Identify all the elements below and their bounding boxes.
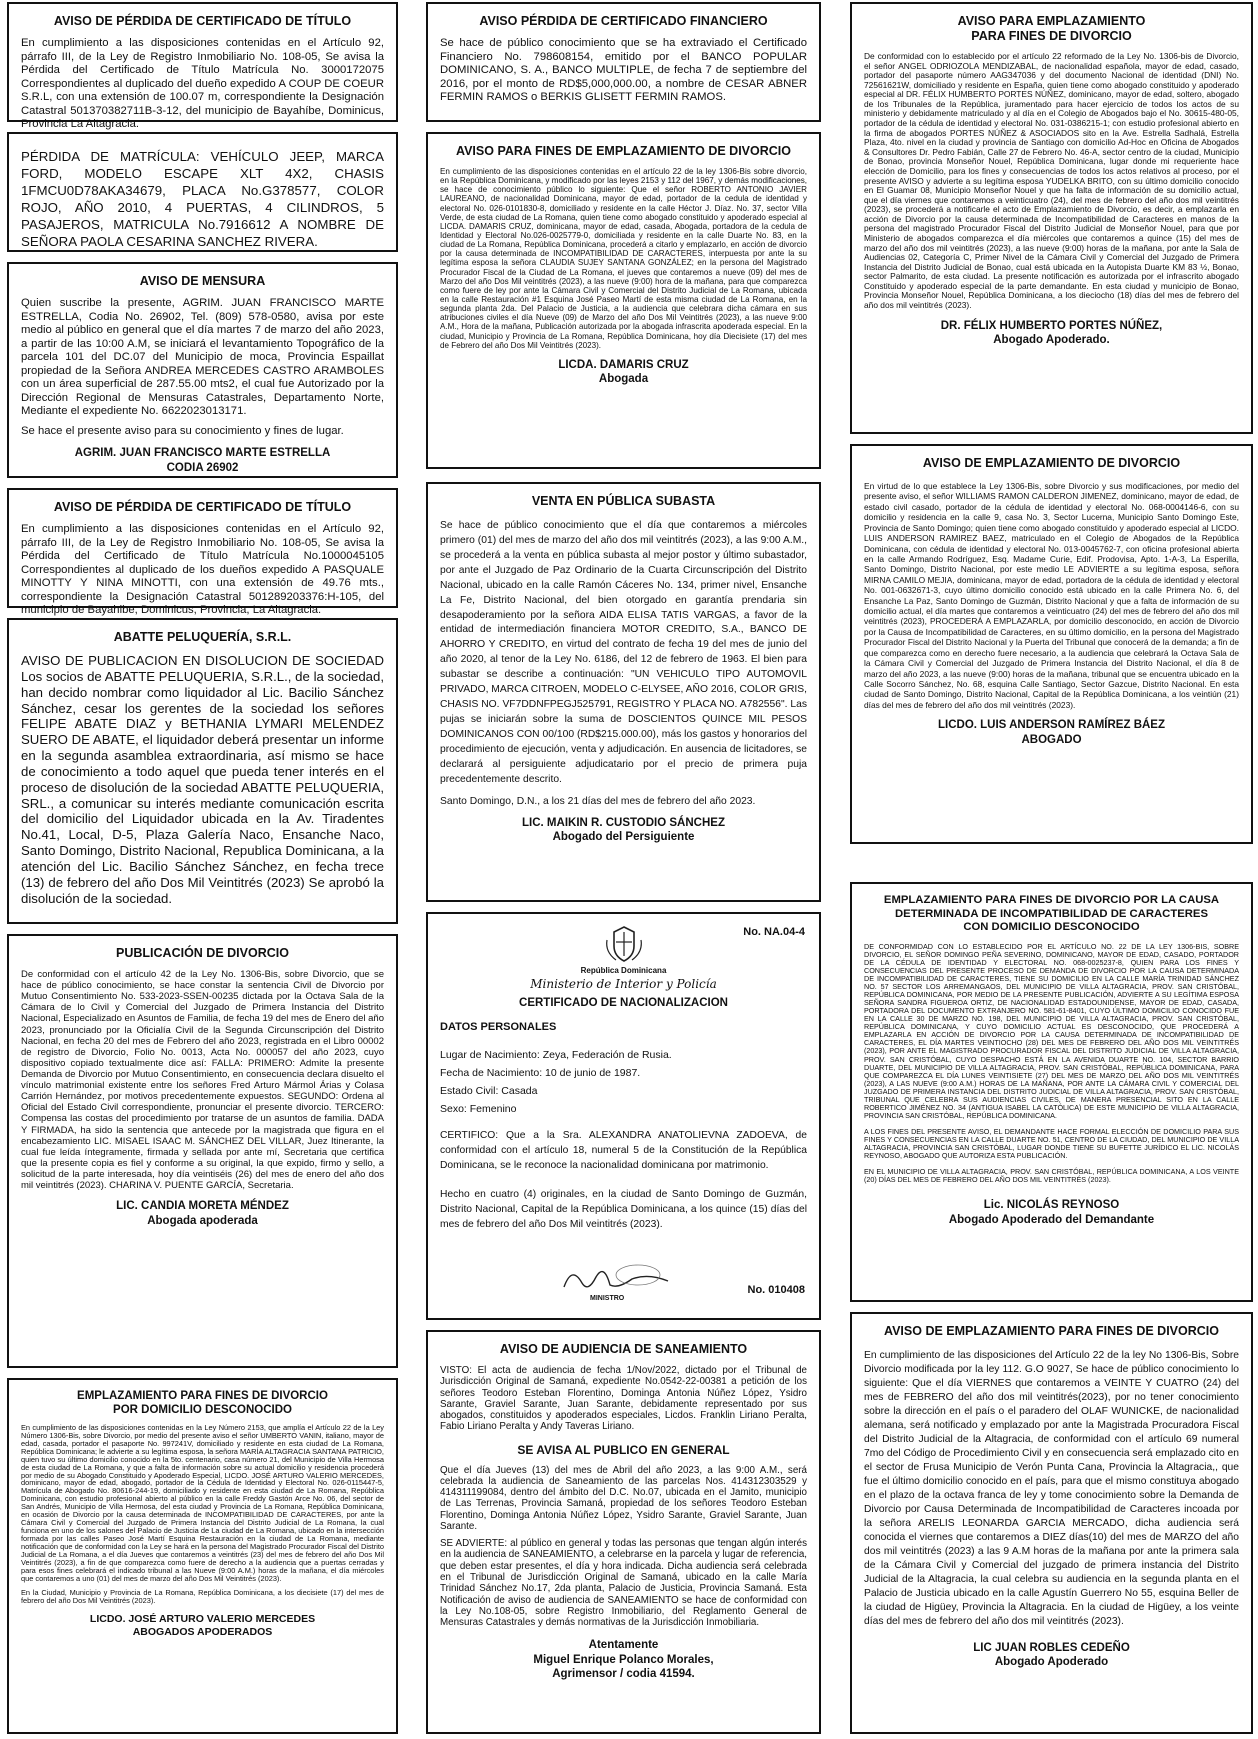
- notice-body-3: SE ADVIERTE: al público en general y todas las personas que tengan algún interés en la audiencia de SANEAMIENTO, a celebrarse en la parcela y lugar de referencia, que deben estar presentes, el día y hora indicada. Dicha audiencia será celebrada en el Tribunal de Jurisdicción Original de Samaná, ubicado en la calle María Trinidad Sánchez No.17, 2da planta, Palacio de Justicia, Provincia Samaná. Esta Notificación de aviso de audiencia de SANEAMIENTO se hace de conformidad con la Ley No.108-05, sobre Registro Inmobiliario, del Reglamento General de Mensuras Catastrales y demás normativas de la Jurisdicción Inmobiliaria.: [440, 1538, 807, 1629]
- notice-title: AVISO DE MENSURA: [139, 274, 266, 288]
- certificate-serial: No. 010408: [747, 1284, 805, 1296]
- notice-body: VISTO: El acta de audiencia de fecha 1/Nov/2022, dictado por el Tribunal de Jurisdicción Original de Samaná, expediente No.0542-22-00381 a petición de los señores Teodoro Esteban Florentino, Dominga Antonia Núñez López, Ysidro Sarante, Graviel Sarante, Juan Sarante, debidamente representado por sus abogados, constituidos y apoderados especiales, Licdos. Franklin Liriano Peralta, Fabio Liriano Peralta y Andy Taveras Liriano.: [440, 1365, 807, 1433]
- notice-lost-title-certificate-2: [7, 488, 398, 617]
- notice-title: AVISO PARA FINES DE EMPLAZAMIENTO DE DIVORCIO: [456, 144, 791, 158]
- notice-signature: [864, 1641, 1239, 1670]
- notice-body: De conformidad con el artículo 42 de la Ley No. 1306-Bis, sobre Divorcio, que se hace de público conocimiento, se hace constar la sentencia Civil de Divorcio por Mutuo Consentimiento No. 533-2023-SSEN-00235 dictada por la Octava Sala de la Cámara de lo Civil y Comercial del Juzgado de Primera Instancia del Distrito Nacional, Especializado en Asuntos de Familia, de fecha 19 del mes de Enero del año 2023, pronunciado por la Oficialía Civil de la Segunda Circunscripción del Distrito Nacional, en fecha 20 del mes de Febrero del año 2023, registrada en el Libro 00002 de registro de Divorcio, Folio No. 0013, Acta No. 000057 del año 2023, cuyo dispositivo copiado textualmente dice así: FALLA: PRIMERO: Admite la presente Demanda de Divorcio por Mutuo Consentimiento, en consecuencia declara disuelto el vínculo matrimonial existente entre los señores Fred Arturo Mármol Árias y Colasa Carrión Hernández, por motivos precedentemente expuestos. SEGUNDO: Ordena al Oficial del Estado Civil correspondiente, pronunciar el presente divorcio. TERCERO: Compensa las costas del procedimiento por tratarse de un asuntos de familia. DADA Y FIRMADA, ha sido la sentencia que antecede por la magistrada que figura en el encabezamiento LIC. MISAEL ISAAC M. SÁNCHEZ DEL VILLAR, Juez Itinerante, la cual fue leída íntegramente, firmada y sellada por ante mí, Secretaria que certifica que la presente copia es fiel y conforme a su original, la que expido, firmo y sello, a solicitud de la parte interesada, hoy día veintiséis (26) del mes de enero del año dos mil veintitrés (2023). CHARINA V. PUENTE GARCÍA, Secretaria.: [21, 969, 384, 1192]
- signature-role: ABOGADO: [1021, 733, 1082, 746]
- stamp-label: MINISTRO: [590, 1295, 625, 1302]
- certificate-body: CERTIFICO: Que a la Sra. ALEXANDRA ANATOLIEVNA ZADOEVA, de conformidad con el artículo 18, numeral 5 de la Constitución de la República Dominicana, se le reconoce la nacionalidad dominicana por matrimonio.: [440, 1130, 807, 1171]
- signature-role: Abogado Apoderado.: [993, 333, 1110, 346]
- signature-name: DR. FÉLIX HUMBERTO PORTES NÚÑEZ,: [940, 319, 1163, 332]
- notice-divorce-summons-higuey: [850, 1312, 1253, 1734]
- notice-title-line2: PARA FINES DE DIVORCIO: [971, 29, 1132, 43]
- notice-naturalization-certificate: [426, 912, 821, 1320]
- notice-title-line1: EMPLAZAMIENTO PARA FINES DE DIVORCIO POR LA CAUSA: [883, 894, 1220, 906]
- notice-title-line2: POR DOMICILIO DESCONOCIDO: [113, 1403, 292, 1416]
- signature-name: LICDA. DAMARIS CRUZ: [558, 358, 689, 371]
- notice-body-2: A LOS FINES DEL PRESENTE AVISO, EL DEMANDANTE HACE FORMAL ELECCIÓN DE DOMICILIO PARA SUS FINES Y CONSECUENCIAS EN LA CALLE DUARTE NO. 51, CENTRO DE LA CIUDAD, DEL MUNICIPIO DE VILLA ALTAGRACIA, PROVINCIA SAN CRISTÓBAL, LUGAR DONDE TIENE SU BUFETTE JURÍDICO EL LIC. NICOLÁS REYNOSO, ABOGADO QUE AUTORIZA ESTA PUBLICACIÓN.: [864, 1127, 1239, 1161]
- notice-company-dissolution: [7, 618, 398, 924]
- notice-body-closing: Se hace el presente aviso para su conocimiento y fines de lugar.: [21, 424, 344, 437]
- birthplace-line: Lugar de Nacimiento: Zeya, Federación de Rusia.: [440, 1049, 672, 1061]
- signature-name: LICDO. LUIS ANDERSON RAMÍREZ BÁEZ: [937, 719, 1166, 732]
- republic-label: República Dominicana: [580, 966, 667, 975]
- notice-signature: [440, 816, 807, 845]
- notice-body: En cumplimiento de las disposiciones del Artículo 22 de la ley No 1306-Bis, Sobre Divorcio modificada por la ley 112. G.O 9027, Se hace de público conocimiento lo siguiente: Que el día VIERNES que contaremos a VEINTE Y CUATRO (24) del mes de FEBRERO del año dos mil veintitrés(2023), por no tener conocimiento sobre la dirección en el país o el paradero del OLAF WUNICKE, de nacionalidad alemana, será notificado y emplazado por ante la Magistrada Procuradora Fiscal del Distrito Judicial de la Altagracia, de conformidad con el artículo 69 numeral 7mo del Código de Procedimiento Civil y en consecuencia será emplazado cito en el sector de Frusa Municipio de Verón Punta Cana, Provincia la Altagracia,, que fue el último domicilio conocido en el país, para que el mismo constituya abogado en el plazo de la octava franca de ley y tome conocimiento sobre la Demanda de Divorcio por Causa Determinada de Incompatibilidad de Caracteres incoada por la señora ARELIS LEONARDA GARCIA MERCADO, dicha audiencia será conocida el viernes que contaremos a DIEZ días(10) del mes de MARZO del año dos mil veintitrés (2023) a las 9 A.M horas de la mañana por ante la primera sala de la Cámara Civil y Comercial del juzgado de primera instancia del Distrito Judicial de la Altagracia, la cual celebra su audiencia en la segunda planta en el Palacio de Justicia ubicado en la calle Agustín Guerrero No 55, esquina Beller de la ciudad de Higüey, Provincia la Altagracia. En la ciudad de Higüey, a los veinte días del mes de febrero del año dos mil veintitrés (2023).: [864, 1350, 1239, 1627]
- notice-title: AVISO DE PÉRDIDA DE CERTIFICADO DE TÍTULO: [53, 14, 352, 28]
- notice-body: En cumplimiento a las disposiciones contenidas en el Artículo 92, párrafo III, de la Ley de Registro Inmobiliario No. 108-05, Se avisa la Pérdida del Certificado de Título Matrícula No. 3000172075 Correspondientes al duplicado del dueño expedido A COUP DE COEUR S.R.L, con una extensión de 100.07 m, correspondiente la Designación Catastral 501370382711B-3-12, del municipio de Bayahíbe, Dominicus, Provincia La Altagracia.: [21, 37, 384, 131]
- notice-title-line3: CON DOMICILIO DESCONOCIDO: [963, 921, 1140, 934]
- notice-sanitation-hearing: [426, 1330, 821, 1734]
- ministry-label: Ministerio de Interior y Policía: [530, 977, 717, 991]
- notice-divorce-summons-romana: [426, 132, 821, 469]
- notice-body: En cumplimiento de las disposiciones contenidas en la Ley Número 2153, que amplía el Artículo 22 de la Ley Número 1306-Bis, sobre Divorcio, por medio del presente aviso el señor UMBERTO VANIN, italiano, mayor de edad, casada, portador el pasaporte No. 997241V, domiciliado y residente en esta ciudad de La Romana, República Dominicana; le advierte a su legítima esposa, la señora MARÍA ALTAGRACIA SANTANA PATRICIO, quien tuvo su último domicilio conocido en la 5to. centenario, casa número 21, del Municipio de Villa Hermosa de esta ciudad de La Romana, y que a falta de información sobre su actual domicilio y residencia procederá por medio de su Abogado Constituido y Apoderado Especial, LICDO. JOSÉ ARTURO VALERIO MERCEDES, dominicano, mayor de edad, abogado, portador de la Cédula de Identidad y Electoral No. 026-0115447-5, Matrícula de Abogado No. 80616-244-19, domiciliado y residente en esta ciudad de La Romana, República Dominicana, con estudio profesional abierto al público en la calle Freddy Gastón Arce No. 06, del sector de San Andrés, Municipio de Villa Hermosa, del esta ciudad y Provincia de La Romana, República Dominicana, en ocasión de Divorcio por la causa determinada de INCOMPATIBILIDAD DE CARACTERES, por ante la Cámara Civil y Comercial del Juzgado de Primera Instancia del Distrito Judicial de La Romana, la cual funciona en uno de los salones del Palacio de Justicia de La ciudad de La Romana, ubicado en la intersección formada por las calles Paseo José Martí Esquina Restauración en la ciudad de La Romana, mediante notificación que de conformidad con la Ley se hará en la persona del Magistrado Procurador Fiscal del Distrito Judicial de La Romana, a el día Jueves que contaremos a veintitrés (23) del mes de febrero del año Dos Mil Veintitrés (2023), a fin de que comparezca como fuere de derecho a la audiencia que a puertas cerradas y para esos fines celebrará el indicado tribunal a las Nueve (9:00 A.M.) horas de la mañana, el día miércoles que contaremos a uno (01) del mes de marzo del año Dos Mil Veintitrés (2023).: [21, 1422, 384, 1584]
- notice-body: En virtud de lo que establece la Ley 1306-Bis, sobre Divorcio y sus modificaciones, por medio del presente aviso, el señor WILLIAMS RAMON CALDERON JIMENEZ, dominicano, mayor de edad, de estado civil casado, portador de la cédula de identidad y electoral No. 068-0004146-6, con su domicilio y residencia en la calle 9, casa No. 3, Sector Lucerna, Municipio Santo Domingo Este, Provincia de Santo Domingo; quien tiene como abogado constituido y apoderado especial al LICDO. LUIS ANDERSON RAMIREZ BAEZ, matriculado en el Colegio de Abogados de la República Dominicana, con cédula de identidad y electoral No. 013-0045762-7, con oficina profesional abierta en la calle Armando Rodríguez, Esq. Madame Curie, Edif. Prodovisa, Apto. 1-A-3, La Esperilla, Santo Domingo, Distrito Nacional, por este medio LE ADVIERTE a su legítima esposa, señora MIRNA CAMILO MEJIA, dominicana, mayor de edad, portadora de la cédula de identidad y electoral No. 001-0632671-3, cuyo último domicilio conocido está ubicado en la calle Primera No. 6, del Ensanche La Paz, Santo Domingo de Guzmán, Distrito Nacional y que a falta de información de su domicilio actual, el día martes que contaremos a veinticuatro (24) del mes de febrero del año dos mil veintitrés (2023), PROCEDERÁ A EMPLAZARLA, por domicilio desconocido, en acción de Divorcio por la Causa de Incompatibilidad de Caracteres, en su último domicilio, en la persona del Magistrado Procurador Fiscal del Distrito Nacional y la Puerta del Tribunal que conocerá de la demanda; a fin de que comparezca como en derecho fuere necesario, a la audiencia que celebrará la Octava Sala de la Cámara Civil y Comercial del Juzgado de Primera Instancia del Distrito Nacional, el día 8 de marzo del año 2023, a las nueve (9:00) horas de la mañana, tribunal que se encuentra ubicado en la Calle Socorro Sánchez, No. 68, esquina Calle Santiago, Sector Gazcue, Distrito Nacional. En esta ciudad de Santo Domingo, Distrito Nacional, Capital de la República Dominicana, a los veintiún (21) días del mes de febrero del año dos mil veintitrés (2023).: [864, 481, 1239, 710]
- notice-public-auction: [426, 482, 821, 902]
- signature-role: Abogado Apoderado del Demandante: [948, 1213, 1155, 1226]
- certificate-body-closing: Hecho en cuatro (4) originales, en la ciudad de Santo Domingo de Guzmán, Distrito Nacional, Capital de la República Dominicana, a los quince (15) días del mes de febrero del año Dos Mil veintitrés (2023).: [440, 1188, 807, 1230]
- certificate-title: CERTIFICADO DE NACIONALIZACION: [519, 997, 728, 1009]
- notice-title: AVISO DE EMPLAZAMIENTO DE DIVORCIO: [922, 456, 1181, 470]
- notice-title-line1: AVISO PARA EMPLAZAMIENTO: [957, 14, 1146, 28]
- notice-body: DE CONFORMIDAD CON LO ESTABLECIDO POR EL ARTÍCULO NO. 22 DE LA LEY 1306-BIS, SOBRE DIVORCIO, EL SEÑOR DOMINGO PEÑA SEVERINO, DOMINICANO, MAYOR DE EDAD, CASADO, PORTADOR DE LA CÉDULA DE IDENTIDAD Y ELECTORAL NO. 068-0025237-8, QUIEN PARA LOS FINES Y CONSECUENCIAS DEL PRESENTE PROCESO DE DEMANDA DE DIVORCIO POR LA CAUSA DETERMINADA DE INCOMPATIBILIDAD DE CARACTERES, TIENE SU DOMICILIO EN LA CALLE MARÍA TRINIDAD SÁNCHEZ NO. 57 SECTOR LOS ARREMANGAOS, DEL MUNICIPIO DE VILLA ALTAGRACIA, PROV. SAN CRISTÓBAL, REPÚBLICA DOMINICANA, POR MEDIO DE LA PRESENTE PUBLICACIÓN, ADVIERTE A SU LEGÍTIMA ESPOSA SEÑORA SANDRA FIGUEROA ORTIZ, DE NACIONALIDAD ESTADOUNIDENSE, MAYOR DE EDAD, CASADA, PORTADORA DEL DOCUMENTO EXTRANJERO NO. 581-61-8401, CUYO ÚLTIMO DOMICILIO CONOCIDO FUE EN LA CALLE 30 DE MARZO NO. 198, DEL MUNICIPIO DE VILLA ALTAGRACIA, PROV. SAN CRISTÓBAL, REPÚBLICA DOMINICANA, Y CUYO DOMICILIO ACTUAL ES DESCONOCIDO, QUE PROCEDERÁ A EMPLAZARLA EN ACCIÓN DE DIVORCIO POR LA CAUSA DETERMINADA DE INCOMPATIBILIDAD DE CARACTERES, EL DÍA MARTES VEINTIOCHO (28) DEL MES DE FEBRERO DEL AÑO DOS MIL VEINTITRÉS (2023), POR ANTE EL MAGISTRADO PROCURADOR FISCAL DEL DISTRITO JUDICIAL DE VILLA ALTAGRACIA, PROV. SAN CRISTÓBAL, CUYO DESPACHO ESTÁ EN LA AVENIDA DUARTE NO. 104, SECTOR BARRIO DUARTE, DEL MUNICIPIO DE VILLA ALTAGRACIA, PROV. SAN CRISTÓBAL, REPÚBLICA DOMINICANA, PARA QUE COMPAREZCA EL DÍA LUNES VEINTISIETE (27) DEL MES DE MARZO DEL AÑO DOS MIL VEINTITRÉS (2023), A LAS NUEVE (9:00 A.M.) HORAS DE LA MAÑANA, POR ANTE LA CÁMARA CIVIL Y COMERCIAL DEL JUZGADO DE PRIMERA INSTANCIA DEL DISTRITO JUDICIAL DE VILLA ALTAGRACIA, PROV. SAN CRISTÓBAL, TRIBUNAL QUE CELEBRA SUS AUDIENCIAS CIVILES, DE MANERA PRESENCIAL SITO EN LA CALLE ROBERTICO JIMÉNEZ NO. 34 (ANTIGUA ISABEL LA CATÓLICA) DE ESTE MUNICIPIO DE VILLA ALTAGRACIA, PROVINCIA SAN CRISTÓBAL, REPÚBLICA DOMINICANA.: [864, 941, 1239, 1120]
- notice-signature: [21, 1613, 384, 1639]
- notice-lost-title-certificate-1: [7, 2, 398, 131]
- notice-lost-financial-certificate: [426, 2, 821, 122]
- notice-title: AVISO PÉRDIDA DE CERTIFICADO FINANCIERO: [479, 14, 768, 28]
- notice-body: En cumplimiento a las disposiciones contenidas en el Artículo 92, párrafo III, de la Ley de Registro Inmobiliario No. 108-05, Se avisa la Pérdida del Certificado de Título Matrícula No.1000045105 Correspondientes al duplicado de los dueños expedido A PASQUALE MINOTTY Y NINA MINOTTI, con una extensión de 49.76 mts., correspondiente la Designación Catastral 501289203376:H-105, del municipio de Bayahibe, Dominicus, Provincia, La Altagracia.: [21, 523, 384, 617]
- signature-greeting: Atentamente: [588, 1639, 659, 1652]
- certificate-number: No. NA.04-4: [743, 926, 805, 938]
- notice-survey: [7, 262, 398, 478]
- signature-name: LIC JUAN ROBLES CEDEÑO: [973, 1642, 1130, 1654]
- notice-body: AVISO DE PUBLICACION EN DISOLUCION DE SOCIEDAD Los socios de ABATTE PELUQUERIA, S.R.L., de la sociedad, han decido nombrar como liquidador al Lic. Bacilio Sánchez Sánchez, cesar los gerentes de la sociedad los señores FELIPE ABATE DIAZ y BETHANIA LYMARI MELENDEZ SUERO DE ABATE, el liquidador deberá presentar un informe en la segunda asamblea extraordinaria, así mismo se hace de conocimiento a todo aquel que pueda tener interés en el proceso de disolución de la sociedad ABATTE PELUQUERIA, SRL., a comunicar su interés mediante comunicación escrita del domicilio del Liquidador ubicada en la Av. Tiradentes No.41, Local, D-5, Plaza Galería Naco, Ensanche Naco, Santo Domingo, Distrito Nacional, Republica Dominicana, a la atención del Lic. Bacilio Sánchez Sánchez, en fecha trece (13) de febrero del año Dos Mil Veintitrés (2023) Se aprobó la disolución de la sociedad.: [21, 653, 384, 906]
- notice-lost-vehicle-registration: [7, 132, 398, 252]
- signature-role: Abogado Apoderado: [994, 1656, 1109, 1669]
- notice-title-line2: DETERMINADA DE INCOMPATIBILIDAD DE CARACTERES: [895, 907, 1208, 920]
- notice-signature: [21, 1199, 384, 1228]
- notice-signature: [864, 1198, 1239, 1227]
- signature-role: CODIA 26902: [166, 461, 239, 474]
- notice-divorce-summons-bonao: [850, 2, 1253, 434]
- signature-name: LIC. CANDIA MORETA MÉNDEZ: [116, 1200, 289, 1213]
- signature-role: Abogado del Persiguiente: [552, 831, 695, 844]
- notice-divorce-unknown-domicile: [7, 1378, 398, 1734]
- notice-body: PÉRDIDA DE MATRÍCULA: VEHÍCULO JEEP, MARCA FORD, MODELO ESCAPE XLT 4X2, CHASIS 1FMCU0D78AKA34679, PLACA No.G378577, COLOR ROJO, AÑO 2010, 4 PUERTAS, 4 CILINDROS, 5 PASAJEROS, MATRICULA No.7916612 A NOMBRE DE SEÑORA PAOLA CESARINA SANCHEZ RIVERA.: [21, 149, 384, 250]
- signature-name: Lic. NICOLÁS REYNOSO: [983, 1199, 1120, 1212]
- signature-role: Agrimensor / codia 41594.: [552, 1668, 695, 1681]
- notice-body: Se hace de público conocimiento que se ha extraviado el Certificado Financiero No. 798608154, emitido por el BANCO POPULAR DOMINICANO, S. A., BANCO MULTIPLE, de fecha 7 de septiembre del 2016, por el monto de RD$5,000,000.00, a nombre de CESAR ABNER FERMIN RAMOS o BERKIS GLISETT FERMIN RAMOS.: [440, 37, 807, 104]
- notice-divorce-summons-santo-domingo: [850, 444, 1253, 844]
- notice-title-line1: EMPLAZAMIENTO PARA FINES DE DIVORCIO: [77, 1390, 328, 1402]
- signature-name: LIC. MAIKIN R. CUSTODIO SÁNCHEZ: [522, 816, 725, 829]
- notice-title: PUBLICACIÓN DE DIVORCIO: [116, 946, 289, 960]
- notice-body: En cumplimiento de las disposiciones contenidas en el artículo 22 de la ley 1306-Bis sobre divorcio, en la República Dominicana, y modificado por las leyes 2153 y 112 del 1967, y demás modificaciones, se hace de conocimiento público lo siguiente: Que el señor ROBERTO ANTONIO JAVIER LAUREANO, de nacionalidad Dominicana, mayor de edad, portador de la cedula de identidad y electoral No. 026-0101830-8, domiciliado y residente en la calle Héctor J. Díaz. No. 37, sector Villa Verde, de esta ciudad de La Romana, quien tiene como abogado constituido y apoderado especial al LICDA. DAMARIS CRUZ, dominicana, mayor de edad, casada, Abogada, portadora de la cedula de Identidad y Electoral No.026-0025779-0, domiciliada y residente en la calle Duarte No. 83, en la ciudad de La Romana, República Dominicana, procederá a citarlo y emplazarlo, en acción de divorcio por la causa determinada de INCOMPATIBILIDAD DE CARACTERES, interpuesta por ante la su legítima esposa la señora CLAUDIA SUJEY SANTANA GONZÁLEZ; en la persona del Magistrado Procurador Fiscal de la Ciudad de La Romana, el jueves que contaremos a nueve (09) del mes de Marzo del año Dos Mil veintitrés (2023), a las nueve (9:00) hora de la mañana, para que comparezca como fuere de ley por ante la Cámara Civil y Comercial del Distrito Judicial de La Romana, ubicada en la calle Restauración #1 Esquina José Paseo Martí de esta misma ciudad de La Romana, en la segunda planta 2da. Del Palacio de Justicia, a la audiencia que celebrara dicha cámara en sus atribuciones civiles el día Nueve (09) de Marzo del año Dos Mil Veintitrés (2023), a las nueve 9:00 A.M., Hora de la mañana, Publicación autorizada por la abogada infrascrita apoderada especial. En la ciudad, Municipio y Provincia de La Romana, República Dominicana, hoy día Diecisiete (17) del mes de Febrero del año Dos Mil Veintitrés (2023).: [440, 167, 807, 350]
- notice-title: VENTA EN PÚBLICA SUBASTA: [531, 494, 716, 508]
- signature-role: ABOGADOS APODERADOS: [132, 1626, 273, 1639]
- notice-signature: [440, 1638, 807, 1681]
- notice-signature: [21, 446, 384, 475]
- signature-role: Abogada apoderada: [147, 1214, 258, 1227]
- notice-title: [21, 1390, 384, 1418]
- notice-title: AVISO DE EMPLAZAMIENTO PARA FINES DE DIVORCIO: [884, 1324, 1219, 1338]
- birthdate-line: Fecha de Nacimiento: 10 de junio de 1987.: [440, 1067, 641, 1079]
- notice-body: Quien suscribe la presente, AGRIM. JUAN FRANCISCO MARTE ESTRELLA, Codia No. 26902, Tel. (809) 578-0580, avisa por este medio al público en general que el día martes 7 de marzo del año 2023, a partir de las 10:00 A.M, se iniciará el levantamiento Topográfico de la parcela 101 del DC.07 del Municipio de moca, Provincia Espaillat propiedad de la Señora ANDREA MERCEDES CASTRO ARAMBOLES con un área superficial de 287.55.00 mts2, el cual fue Autorizado por la Dirección Regional de Mensuras Catastrales, Departamento Norte, Mediante el expediente No. 6622023013171.: [21, 297, 384, 418]
- signature-name: LICDO. JOSÉ ARTURO VALERIO MERCEDES: [89, 1613, 316, 1626]
- notice-body-3: EN EL MUNICIPIO DE VILLA ALTAGRACIA, PROV. SAN CRISTÓBAL, REPÚBLICA DOMINICANA, A LOS VEINTE (20) DÍAS DEL MES DE FEBRERO DEL AÑO DOS MIL VEINTITRÉS (2023).: [864, 1167, 1239, 1185]
- notice-divorce-publication: [7, 934, 398, 1368]
- notice-body: De conformidad con lo establecido por el artículo 22 reformado de la Ley No. 1306-bis de Divorcio, el señor ANGEL ODRIOZOLA MENDIZABAL, de nacionalidad española, mayor de edad, casado, portador del pasaporte número AAG347036 y del documento Nacional de identidad (DNI) No. 72561621W, domiciliado y residente en España, quien tiene como abogado constituido y apoderado especial al DR. FÉLIX HUMBERTO PORTES NÚÑEZ, dominicano, mayor de edad, soltero, abogado de los Tribunales de la República, juramentado para hacer ejercicio de todos los actos de su ministerio y debidamente matriculado y al día en el Colegio de Abogados bajo el No. 30615-480-05, portador de la cédula de identidad y electoral No. 031-0386215-1; con estudio profesional abierto en la firma de abogados PORTES NÚÑEZ & ASOCIADOS sito en la Ave. Estrella Sadhalá, Estrella Plaza, 4to. nivel en la ciudad y provincia de Santiago con domicilio Ad-Hoc en Oficina de Abogados & Consultores Dr. Pedro Fabián, Calle 27 de Febrero No. 46-A, sector centro de la ciudad, Municipio de Bonao, provincia Monseñor Nouel, República Dominicana, lugar donde mi requeriente hace elección de Domicilio, para los fines y consecuencias de todos los actos relativos al proceso, por el presente AVISO y advierte a su legítima esposa YUDELKA BRITO, con su último domicilio conocido en El Guamar 08, Municipio Monseñor Nouel y que ha falta de información de su domicilio actual, que el día viernes que contaremos a veinticuatro (24), del mes de febrero del año dos mil veintitrés (2023), se procederá a notificarle el acto de Emplazamiento de Divorcio, es decir, a emplazarla en acción de Divorcio por la causa determinada de Incompatibilidad de Caracteres en manos de la persona del magistrado Procurador Fiscal del Distrito Judicial de Monseñor Nouel, para que por Ministerio de abogados comparezca el día miércoles que contaremos a quince (15) del mes de marzo del año dos mil veintitrés (2023), a las nueve (9:00) horas de la mañana, por ante la Sala de Audiencias 02, Categoría C, Primer Nivel de la Cámara Civil y Comercial del Juzgado de Primera Instancia del Distrito Judicial de Bonao, cual está ubicada en la Autopista Duarte KM 83 ½, Bonao, sector Palmarito, de esta ciudad. La presente notificación es autorizada por el infrascrito abogado Constituido y apoderado especial de la parte demandante. En esta ciudad y municipio de Bonao, Provincia Monseñor Nouel, República Dominicana, a los dieciocho (18) días del mes de febrero del año dos mil veintitrés (2023).: [864, 51, 1239, 311]
- notice-signature: [440, 358, 807, 387]
- signature-role: Abogada: [598, 373, 649, 386]
- sex-line: Sexo: Femenino: [440, 1103, 517, 1115]
- notice-body: Se hace de público conocimiento que el día que contaremos a miércoles primero (01) del mes de marzo del año dos mil veintitrés (2023), a las 9:00 A.M., se procederá a la venta en pública subasta al mejor postor y último subastador, por ante el Juzgado de Paz Ordinario de la Cuarta Circunscripción del Distrito Nacional, ubicado en la calle Ramón Cáceres No. 134, primer nivel, Ensanche La Fe, Distrito Nacional, del bien otorgado en garantía prendaria sin desapoderamiento por la señora AIDA ELISA TATIS VARGAS, a favor de la entidad de intermediación financiera MOTOR CREDITO, S.A., BANCO DE AHORRO Y CREDITO, en virtud del contrato de fecha 19 del mes de junio del año 2020, al tenor de la Ley No. 6186, del 12 de febrero de 1963. El bien para subastar se describe a continuación: "UN VEHICULO TIPO AUTOMOVIL PRIVADO, MARCA CITROEN, MODELO C-ELYSEE, AÑO 2016, COLOR GRIS, CHASIS NO. VF7DDNFPEGJ525791, REGISTRO Y PLACA NO. A782556". Las pujas se iniciarán sobre la suma de DOSCIENTOS QUINCE MIL PESOS DOMINICANOS CON 00/100 (RD$215.000.00), más los gastos y honorarios del procedimiento de ejecución, venta y adjudicación. En ausencia de licitadores, se declarará al persiguiente adjudicatario por el precio de primera puja precedentemente descrito.: [440, 520, 807, 785]
- notice-title: AVISO DE AUDIENCIA DE SANEAMIENTO: [499, 1342, 748, 1356]
- signature-name: AGRIM. JUAN FRANCISCO MARTE ESTRELLA: [74, 447, 331, 460]
- notice-title: AVISO DE PÉRDIDA DE CERTIFICADO DE TÍTULO: [53, 500, 352, 514]
- notice-body-closing: Santo Domingo, D.N., a los 21 días del mes de febrero del año 2023.: [440, 795, 756, 807]
- section-label: DATOS PERSONALES: [440, 1021, 557, 1033]
- signature-name: Miguel Enrique Polanco Morales,: [533, 1653, 714, 1666]
- notice-signature: [864, 718, 1239, 747]
- notice-subtitle: SE AVISA AL PUBLICO EN GENERAL: [517, 1442, 730, 1457]
- coat-of-arms-icon: [602, 924, 646, 964]
- notice-body-closing: En la Ciudad, Municipio y Provincia de La Romana, República Dominicana, a los diecisiete (17) del mes de febrero del año Dos Mil Veintitrés (2023).: [21, 1588, 384, 1606]
- notice-title: [864, 894, 1239, 935]
- notice-divorce-incompatibility: [850, 882, 1253, 1302]
- notice-title: [864, 14, 1239, 44]
- notice-signature: [864, 319, 1239, 348]
- civil-status-line: Estado Civil: Casada: [440, 1085, 538, 1097]
- signature-icon: [558, 1259, 678, 1299]
- notice-body-2: Que el día Jueves (13) del mes de Abril del año 2023, a las 9:00 A.M., será celebrada la audiencia de Saneamiento de las parcelas Nos. 414312303529 y 414311199084, dentro del ámbito del D.C. No.07, ubicada en el Jamito, municipio de Las Terrenas, Provincia Samaná, propiedad de los señores Teodoro Esteban Florentino, Dominga Antonia Núñez López, Ysidro Sarante, Graviel Sarante, Juan Sarante.: [440, 1464, 807, 1532]
- notice-title: ABATTE PELUQUERÍA, S.R.L.: [113, 630, 292, 644]
